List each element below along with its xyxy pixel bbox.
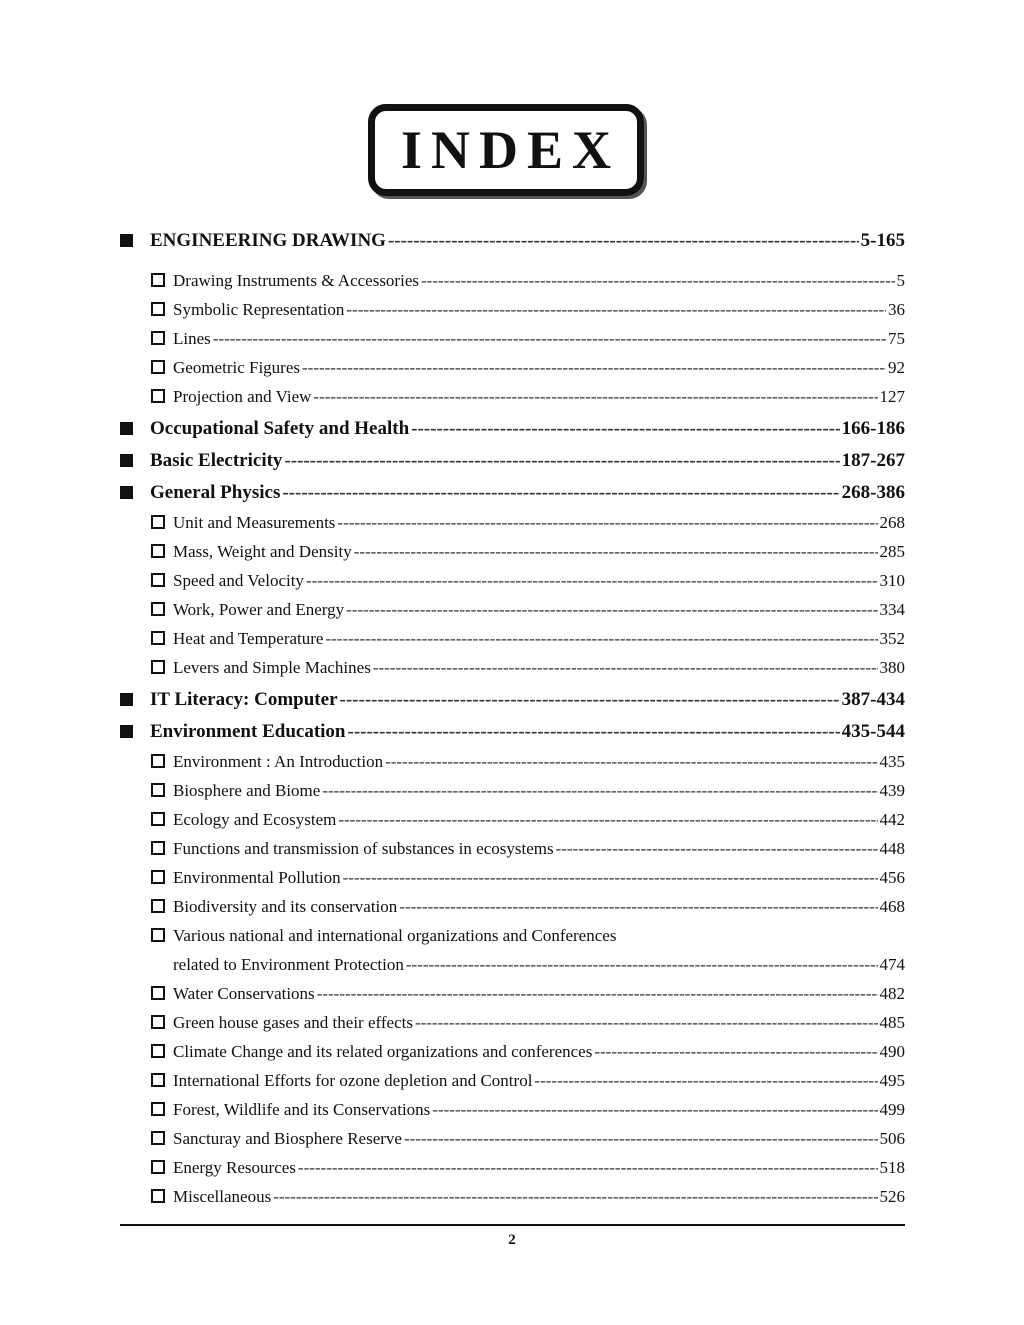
index-entry-environment-education bbox=[120, 719, 905, 743]
dotted-leader bbox=[385, 752, 877, 772]
hollow-square-bullet-icon bbox=[151, 573, 165, 587]
index-subentry bbox=[151, 327, 905, 349]
index-subentry bbox=[151, 511, 905, 533]
dotted-leader bbox=[556, 839, 878, 859]
dotted-leader bbox=[415, 1013, 878, 1033]
hollow-square-bullet-icon bbox=[151, 1160, 165, 1174]
dotted-leader bbox=[338, 810, 877, 830]
entry-page: 490 bbox=[879, 1042, 905, 1061]
entry-page: 485 bbox=[879, 1013, 905, 1032]
index-subentry-continuation bbox=[173, 953, 905, 975]
entry-page: 468 bbox=[879, 897, 905, 916]
dotted-leader bbox=[404, 1129, 878, 1149]
hollow-square-bullet-icon bbox=[151, 1189, 165, 1203]
index-subentry bbox=[151, 866, 905, 888]
entry-page: 92 bbox=[888, 358, 905, 377]
entry-label: Occupational Safety and Health bbox=[150, 418, 410, 439]
entry-label: Speed and Velocity bbox=[173, 571, 304, 590]
entry-page: 435 bbox=[879, 752, 905, 771]
entry-label: General Physics bbox=[150, 482, 281, 503]
hollow-square-bullet-icon bbox=[151, 1131, 165, 1145]
dotted-leader bbox=[421, 271, 895, 291]
hollow-square-bullet-icon bbox=[151, 331, 165, 345]
entry-page: 352 bbox=[879, 629, 905, 648]
entry-page: 127 bbox=[879, 387, 905, 406]
dotted-leader bbox=[594, 1042, 877, 1062]
footer-divider bbox=[120, 1224, 905, 1226]
hollow-square-bullet-icon bbox=[151, 986, 165, 1000]
dotted-leader bbox=[346, 600, 877, 620]
entry-label: Unit and Measurements bbox=[173, 513, 336, 532]
entry-label: Basic Electricity bbox=[150, 450, 283, 471]
index-subentry bbox=[151, 1011, 905, 1033]
filled-square-bullet-icon bbox=[120, 725, 133, 738]
dotted-leader bbox=[340, 689, 840, 711]
dotted-leader bbox=[273, 1187, 877, 1207]
index-subentry bbox=[151, 1127, 905, 1149]
index-entry-general-physics bbox=[120, 480, 905, 504]
entry-label: Biosphere and Biome bbox=[173, 781, 321, 800]
dotted-leader bbox=[313, 387, 877, 407]
hollow-square-bullet-icon bbox=[151, 1015, 165, 1029]
dotted-leader bbox=[399, 897, 877, 917]
index-subentry bbox=[151, 808, 905, 830]
dotted-leader bbox=[411, 418, 840, 440]
index-subentry bbox=[151, 1156, 905, 1178]
dotted-leader bbox=[298, 1158, 878, 1178]
dotted-leader bbox=[373, 658, 878, 678]
dotted-leader bbox=[346, 300, 886, 320]
hollow-square-bullet-icon bbox=[151, 631, 165, 645]
hollow-square-bullet-icon bbox=[151, 899, 165, 913]
index-subentry bbox=[151, 895, 905, 917]
index-subentry bbox=[151, 385, 905, 407]
hollow-square-bullet-icon bbox=[151, 754, 165, 768]
entry-page: 474 bbox=[879, 955, 905, 974]
entry-label: IT Literacy: Computer bbox=[150, 689, 338, 710]
hollow-square-bullet-icon bbox=[151, 1102, 165, 1116]
hollow-square-bullet-icon bbox=[151, 928, 165, 942]
entry-page: 166-186 bbox=[841, 418, 905, 439]
filled-square-bullet-icon bbox=[120, 234, 133, 247]
entry-label: Levers and Simple Machines bbox=[173, 658, 371, 677]
entry-page: 5 bbox=[896, 271, 905, 290]
entry-label: related to Environment Protection bbox=[173, 955, 404, 974]
entry-page: 506 bbox=[879, 1129, 905, 1148]
index-subentry bbox=[151, 750, 905, 772]
index-subentry bbox=[151, 569, 905, 591]
entry-label: Lines bbox=[173, 329, 211, 348]
index-entry-basic-electricity bbox=[120, 448, 905, 472]
entry-page: 75 bbox=[888, 329, 905, 348]
index-subentry bbox=[151, 627, 905, 649]
entry-page: 310 bbox=[879, 571, 905, 590]
index-subentry bbox=[151, 540, 905, 562]
filled-square-bullet-icon bbox=[120, 454, 133, 467]
filled-square-bullet-icon bbox=[120, 486, 133, 499]
entry-label: ENGINEERING DRAWING bbox=[150, 230, 386, 251]
index-subentry bbox=[151, 269, 905, 291]
entry-label: Green house gases and their effects bbox=[173, 1013, 413, 1032]
dotted-leader bbox=[325, 629, 877, 649]
index-subentry bbox=[151, 656, 905, 678]
entry-label: Drawing Instruments & Accessories bbox=[173, 271, 419, 290]
entry-label: Various national and international organizations and Conferences bbox=[173, 926, 617, 945]
entry-page: 456 bbox=[879, 868, 905, 887]
filled-square-bullet-icon bbox=[120, 693, 133, 706]
entry-page: 5-165 bbox=[860, 230, 905, 251]
entry-label: Projection and View bbox=[173, 387, 312, 406]
index-subentry bbox=[151, 1069, 905, 1091]
entry-label: Climate Change and its related organizations and conferences bbox=[173, 1042, 593, 1061]
entry-label: Sancturay and Biosphere Reserve bbox=[173, 1129, 402, 1148]
index-subentry bbox=[151, 1040, 905, 1062]
dotted-leader bbox=[343, 868, 878, 888]
entry-label: Work, Power and Energy bbox=[173, 600, 345, 619]
entry-label: International Efforts for ozone depletion and Control bbox=[173, 1071, 533, 1090]
dotted-leader bbox=[282, 482, 839, 504]
page-number: 2 bbox=[508, 1232, 516, 1248]
entry-label: Geometric Figures bbox=[173, 358, 300, 377]
hollow-square-bullet-icon bbox=[151, 515, 165, 529]
dotted-leader bbox=[317, 984, 878, 1004]
entry-label: Environmental Pollution bbox=[173, 868, 341, 887]
entry-page: 499 bbox=[879, 1100, 905, 1119]
index-entry-occupational-safety bbox=[120, 416, 905, 440]
entry-page: 526 bbox=[879, 1187, 905, 1206]
entry-page: 268 bbox=[879, 513, 905, 532]
index-subentry bbox=[151, 837, 905, 859]
entry-label: Mass, Weight and Density bbox=[173, 542, 352, 561]
entry-page: 268-386 bbox=[841, 482, 905, 503]
filled-square-bullet-icon bbox=[120, 422, 133, 435]
index-entry-it-literacy bbox=[120, 687, 905, 711]
entry-page: 387-434 bbox=[841, 689, 905, 710]
entry-label: Ecology and Ecosystem bbox=[173, 810, 337, 829]
entry-page: 442 bbox=[879, 810, 905, 829]
hollow-square-bullet-icon bbox=[151, 389, 165, 403]
dotted-leader bbox=[388, 230, 859, 252]
dotted-leader bbox=[306, 571, 878, 591]
entry-page: 518 bbox=[879, 1158, 905, 1177]
hollow-square-bullet-icon bbox=[151, 812, 165, 826]
entry-page: 187-267 bbox=[841, 450, 905, 471]
dotted-leader bbox=[354, 542, 878, 562]
entry-label: Water Conservations bbox=[173, 984, 315, 1003]
dotted-leader bbox=[302, 358, 886, 378]
index-entry-engineering-drawing bbox=[120, 228, 905, 252]
entry-page: 380 bbox=[879, 658, 905, 677]
dotted-leader bbox=[322, 781, 877, 801]
hollow-square-bullet-icon bbox=[151, 273, 165, 287]
index-subentry bbox=[151, 356, 905, 378]
hollow-square-bullet-icon bbox=[151, 544, 165, 558]
index-subentry bbox=[151, 598, 905, 620]
index-subentry bbox=[151, 982, 905, 1004]
hollow-square-bullet-icon bbox=[151, 783, 165, 797]
hollow-square-bullet-icon bbox=[151, 870, 165, 884]
entry-page: 448 bbox=[879, 839, 905, 858]
entry-page: 285 bbox=[879, 542, 905, 561]
index-subentry bbox=[151, 1098, 905, 1120]
dotted-leader bbox=[284, 450, 839, 472]
entry-label: Forest, Wildlife and its Conservations bbox=[173, 1100, 431, 1119]
dotted-leader bbox=[406, 955, 878, 975]
entry-page: 439 bbox=[879, 781, 905, 800]
hollow-square-bullet-icon bbox=[151, 1073, 165, 1087]
hollow-square-bullet-icon bbox=[151, 360, 165, 374]
entry-page: 482 bbox=[879, 984, 905, 1003]
dotted-leader bbox=[348, 721, 840, 743]
dotted-leader bbox=[432, 1100, 877, 1120]
index-subentry bbox=[151, 298, 905, 320]
entry-page: 334 bbox=[879, 600, 905, 619]
hollow-square-bullet-icon bbox=[151, 660, 165, 674]
hollow-square-bullet-icon bbox=[151, 1044, 165, 1058]
dotted-leader bbox=[534, 1071, 877, 1091]
entry-label: Environment Education bbox=[150, 721, 346, 742]
entry-label: Energy Resources bbox=[173, 1158, 296, 1177]
index-subentry bbox=[151, 779, 905, 801]
entry-page: 36 bbox=[888, 300, 905, 319]
entry-page: 495 bbox=[879, 1071, 905, 1090]
entry-label: Miscellaneous bbox=[173, 1187, 272, 1206]
entry-label: Biodiversity and its conservation bbox=[173, 897, 398, 916]
hollow-square-bullet-icon bbox=[151, 302, 165, 316]
entry-label: Symbolic Representation bbox=[173, 300, 345, 319]
hollow-square-bullet-icon bbox=[151, 841, 165, 855]
hollow-square-bullet-icon bbox=[151, 602, 165, 616]
entry-label: Environment : An Introduction bbox=[173, 752, 384, 771]
entry-page: 435-544 bbox=[841, 721, 905, 742]
entry-label: Heat and Temperature bbox=[173, 629, 324, 648]
entry-label: Functions and transmission of substances in ecosystems bbox=[173, 839, 554, 858]
page-title: INDEX bbox=[400, 120, 621, 180]
dotted-leader bbox=[213, 329, 886, 349]
index-subentry bbox=[151, 1185, 905, 1207]
index-subentry bbox=[151, 924, 905, 946]
dotted-leader bbox=[337, 513, 877, 533]
